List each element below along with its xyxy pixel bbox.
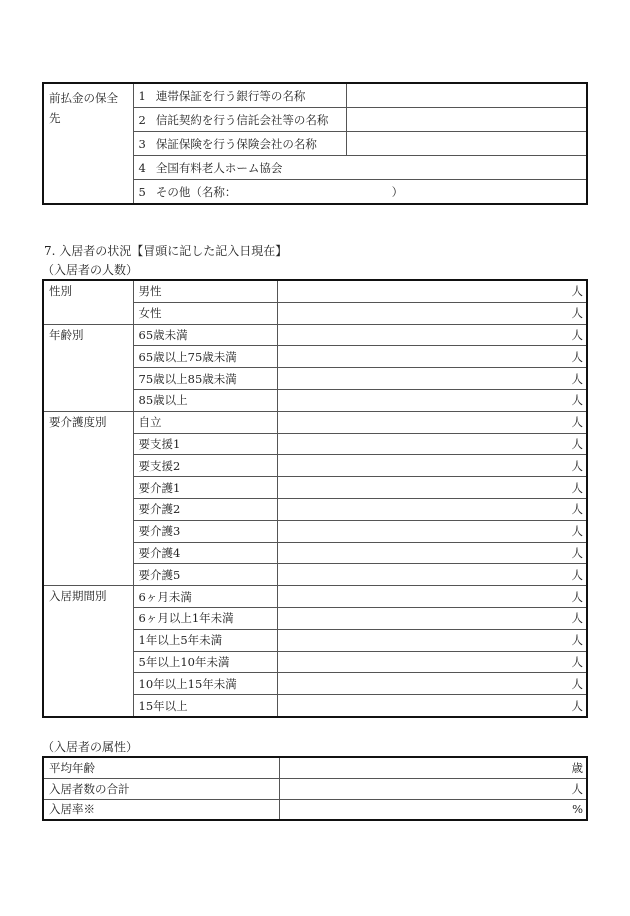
deposit-option-label (133, 180, 587, 205)
resident-count-subtitle: （入居者の人数） (42, 263, 139, 277)
category-label: 女性 (133, 302, 277, 324)
attribute-label: 平均年齢 (43, 757, 279, 778)
count-field[interactable]: 人 (277, 607, 587, 629)
category-label: 75歳以上85歳未満 (133, 368, 277, 390)
count-field[interactable]: 人 (277, 586, 587, 608)
option-number: 3 (138, 136, 146, 151)
attribute-row (43, 778, 587, 799)
resident-count-table (42, 279, 588, 718)
deposit-name-field[interactable] (346, 83, 587, 108)
count-field[interactable]: 人 (277, 280, 587, 302)
count-field[interactable]: 人 (277, 302, 587, 324)
count-field[interactable]: 人 (277, 629, 587, 651)
deposit-header: 前払金の保全先 (43, 83, 133, 204)
count-field[interactable]: 人 (277, 389, 587, 411)
count-field[interactable]: 人 (277, 695, 587, 717)
category-label: 65歳未満 (133, 324, 277, 346)
count-field[interactable]: 人 (277, 346, 587, 368)
deposit-option-label (133, 132, 346, 156)
section-title: 7. 入居者の状況【冒頭に記した記入日現在】 (44, 244, 288, 258)
count-field[interactable]: 人 (277, 455, 587, 477)
deposit-row (43, 83, 587, 108)
group-label: 年齢別 (43, 324, 133, 411)
deposit-protection-table (42, 82, 588, 205)
count-field[interactable]: 人 (277, 324, 587, 346)
category-label: 6ヶ月以上1年未満 (133, 607, 277, 629)
group-label: 入居期間別 (43, 586, 133, 717)
count-row (43, 411, 587, 433)
deposit-option-label (133, 108, 346, 132)
category-label: 5年以上10年未満 (133, 651, 277, 673)
category-label: 6ヶ月未満 (133, 586, 277, 608)
option-number: 2 (138, 112, 146, 127)
count-field[interactable]: 人 (277, 520, 587, 542)
option-number: 5 (138, 184, 146, 199)
option-text: 全国有料老人ホーム協会 (155, 160, 283, 175)
option-text: 信託契約を行う信託会社等の名称 (155, 112, 329, 127)
option-text: その他（名称： ） (155, 184, 404, 199)
category-label: 要支援2 (133, 455, 277, 477)
count-field[interactable]: 人 (277, 368, 587, 390)
category-label: 自立 (133, 411, 277, 433)
option-text: 保証保険を行う保険会社の名称 (155, 136, 317, 151)
category-label: 要介護3 (133, 520, 277, 542)
category-label: 10年以上15年未満 (133, 673, 277, 695)
count-row (43, 586, 587, 608)
attribute-label: 入居率※ (43, 799, 279, 820)
category-label: 要介護4 (133, 542, 277, 564)
attribute-label: 入居者数の合計 (43, 778, 279, 799)
option-text: 連帯保証を行う銀行等の名称 (155, 88, 306, 103)
count-field[interactable]: 人 (277, 673, 587, 695)
group-label: 要介護度別 (43, 411, 133, 585)
category-label: 要介護5 (133, 564, 277, 586)
category-label: 要介護1 (133, 477, 277, 499)
deposit-name-field[interactable] (346, 132, 587, 156)
count-row (43, 280, 587, 302)
count-field[interactable]: 人 (277, 477, 587, 499)
category-label: 1年以上5年未満 (133, 629, 277, 651)
resident-attribute-table (42, 756, 588, 821)
category-label: 85歳以上 (133, 389, 277, 411)
attribute-row (43, 799, 587, 820)
option-number: 1 (138, 88, 146, 103)
resident-attribute-subtitle: （入居者の属性） (42, 740, 139, 754)
option-number: 4 (138, 160, 146, 175)
attribute-field[interactable]: % (279, 799, 587, 820)
attribute-row (43, 757, 587, 778)
deposit-name-field[interactable] (346, 108, 587, 132)
count-field[interactable]: 人 (277, 411, 587, 433)
group-label: 性別 (43, 280, 133, 324)
category-label: 要介護2 (133, 498, 277, 520)
category-label: 男性 (133, 280, 277, 302)
attribute-field[interactable]: 人 (279, 778, 587, 799)
deposit-option-label (133, 156, 587, 180)
attribute-field[interactable]: 歳 (279, 757, 587, 778)
category-label: 15年以上 (133, 695, 277, 717)
count-field[interactable]: 人 (277, 498, 587, 520)
deposit-option-label (133, 83, 346, 108)
count-field[interactable]: 人 (277, 542, 587, 564)
count-field[interactable]: 人 (277, 433, 587, 455)
count-row (43, 324, 587, 346)
count-field[interactable]: 人 (277, 564, 587, 586)
category-label: 65歳以上75歳未満 (133, 346, 277, 368)
count-field[interactable]: 人 (277, 651, 587, 673)
category-label: 要支援1 (133, 433, 277, 455)
